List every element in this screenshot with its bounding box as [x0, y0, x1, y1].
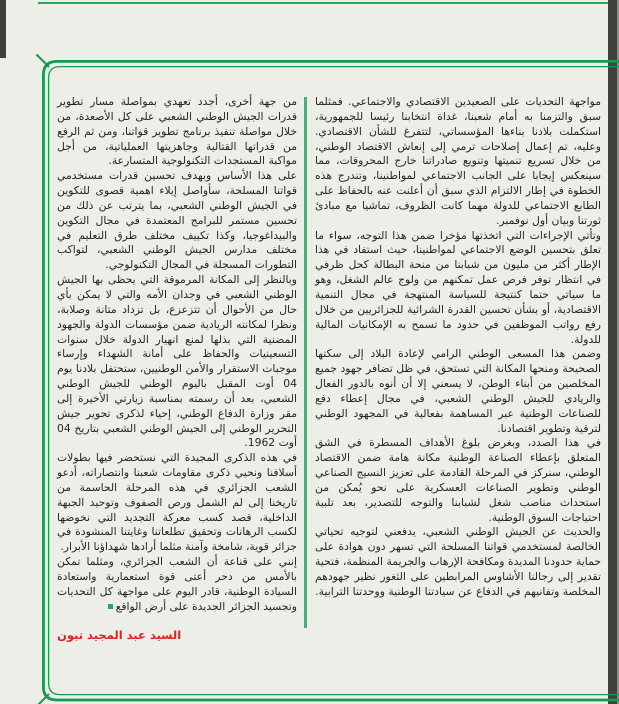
scan-page-edge-shadow — [608, 0, 617, 704]
frame-corner-spur-bottom — [37, 694, 50, 704]
column-divider — [304, 97, 307, 628]
scan-corner-mark — [0, 0, 6, 58]
paragraph — [57, 555, 297, 614]
top-green-rule — [38, 2, 608, 4]
paragraph: والحديث عن الجيش الوطني الشعبي، يدفعني لتوجيه تحياتي الخالصة لمستخدمي قواتنا المسلحة التي تسهر دون هوادة على حماية حدودنا المديدة ومكافحة الإرهاب والجريمة المنظمة، فتحية تقدير إلى رجالنا الأشاوس المرابطين على الثغور نظير جهودهم المخلصة وتفانيهم في الدفاع عن سيادتنا الوطنية ووحدتنا الترابية. — [315, 525, 601, 598]
paragraph-text: إنني على قناعة أن الشعب الجزائري، ومثلما تمكن بالأمس من دحر أعتى قوة استعمارية واستعادة السيادة الوطنية، قادر اليوم على مواجهة كل التحديات وتجسيد الجزائر الجديدة على أرض الواقع — [57, 555, 297, 613]
article-column-first — [315, 95, 601, 600]
article-column-second — [57, 95, 297, 642]
paragraph: وضمن هذا المسعى الوطني الرامي لإعادة البلاد إلى سكتها الصحيحة ومنحها المكانة التي تستحق، في ظل تضافر جهود جميع المخلصين من أبناء الوطن، لا يسعني إلا أن أنوه بالدور الفعال والريادي للجيش الوطني الشعبي، في مجال إعطاء دفع للصناعات الوطنية عبر المساهمة بفعالية في المجهود الوطني لترقية وتطوير اقتصادنا. — [315, 347, 601, 435]
paragraph: وتأتي الإجراءات التي اتخذتها مؤخرا ضمن هذا التوجه، سواء ما تعلق بتحسين الوضع الاجتماعي لمواطنينا، حيث استفاد في هذا الإطار أكثر من مليون من شبابنا من منحة البطالة كحل ظرفي في انتظار توفر فرص عمل تمكنهم من ولوج عالم الشغل، وهو ما سياتي حتما كنتيجة للسياسة المنتهجة في مجال التنمية الاقتصادية، أو بشأن تحسين القدرة الشرائية للجزائريين من خلال رفع رواتب الموظفين في حدود ما تسمح به الإمكانيات المالية للدولة. — [315, 228, 601, 346]
end-of-article-square-icon — [108, 604, 113, 609]
paragraph: مواجهة التحديات على الصعيدين الاقتصادي والاجتماعي. فمثلما سبق والتزمنا به أمام شعبنا، غداة انتخابنا رئيسا للجمهورية، استكملت بلادنا بناءها المؤسساتي، لتتفرغ للشأن الاقتصادي. وعليه، تم إعمال إصلاحات ترمي إلى إنعاش الاقتصاد الوطني، من خلال تسريع تنميتها وتنويع صادراتنا خارج المحروقات، مما سينعكس إيجابا على الجانب الاجتماعي لمواطنينا، وتندرج هذه الخطوة في إطار الالتزام الذي سبق أن أعلنت عنه بالحفاظ على الطابع الاجتماعي للدولة مهما كانت الظروف، تماشيا مع مبادئ ثورتنا وبيان أول نوفمبر. — [315, 95, 601, 227]
paragraph: من جهة أخرى، أجدد تعهدي بمواصلة مسار تطوير قدرات الجيش الوطني الشعبي على كل الأصعدة، من خلال مواصلة تنفيذ برنامج تطوير قواتنا، ومن ثم الرفع من قدراتها القتالية وجاهزيتها العملياتية، من أجل مواكبة المستجدات التكنولوجية المتسارعة. — [57, 95, 297, 168]
paragraph: وبالنظر إلى المكانة المرموقة التي يحظى بها الجيش الوطني الشعبي في وجدان الأمه والتي لا يمكن بأي حال من الأحوال أن تتزعزع، بل تزداد متانة وصلابة، ونظرا لمكانته الريادية ضمن مؤسسات الدولة والجهود المضنية التي بذلها لمنع انهيار الدولة خلال سنوات التسعينيات والحفاظ على أمانة الشهداء وإرساء موجبات الاستقرار والأمن الوطنيين، ستحتفل بلادنا يوم 04 أوت المقبل باليوم الوطني للجيش الوطني الشعبي، بعد أن رسمته بمناسبة زيارتي الأخيرة إلى مقر وزارة الدفاع الوطني، إحياء لذكرى تحوير جيش التحرير الوطني إلى الجيش الوطني الشعبي بتاريخ 04 أوت 1962. — [57, 273, 297, 450]
author-signature: السيد عبد المجيد تبون — [57, 627, 182, 642]
paragraph: على هذا الأساس وبهدف تحسين قدرات مستخدمي قواتنا المسلحة، سأواصل إيلاء اهمية قصوى للتكوين في الجيش الوطني الشعبي، بما يترتب عن ذلك من تحسين مستمر للبرامج المعتمدة في مجال التكوين والبيداغوجيا، وكذا تكييف مختلف طرق التعليم في مختلف مدارس الجيش الوطني الشعبي، لتواكب التطورات المسجلة في المجال التكنولوجي. — [57, 169, 297, 272]
frame-corner-spur-top — [37, 55, 50, 68]
paragraph: في هذه الذكرى المجيدة التي نستحضر فيها بطولات أسلافنا ونحيي ذكرى مقاومات شعبنا وانتصاراته، أدعو الشعب الجزائري في هذه المرحلة الحاسمة من تاريخنا إلى لم الشمل ورص الصفوف وتوحيد الجبهة الداخلية، قصد كسب معركة التجديد التي نخوضها لكسب الرهانات وتحقيق تطلعاتنا وغايتنا المنشودة في جزائر قوية، شامخة وآمنة مثلما أرادها شهداؤنا الأبرار. — [57, 451, 297, 554]
paragraph: في هذا الصدد، وبغرض بلوغ الأهداف المسطرة في الشق المتعلق بإعطاء الصناعة الوطنية مكانة هامة ضمن الاقتصاد الوطني، سنركز في المرحلة القادمة على تعزيز النسيج الصناعي الوطني وتطوير الصناعات العسكرية على نحو يُمكن من استحداث مناصب شغل لشبابنا والتوجه للتصدير، بعد تلبية احتياجات السوق الوطنية. — [315, 436, 601, 524]
